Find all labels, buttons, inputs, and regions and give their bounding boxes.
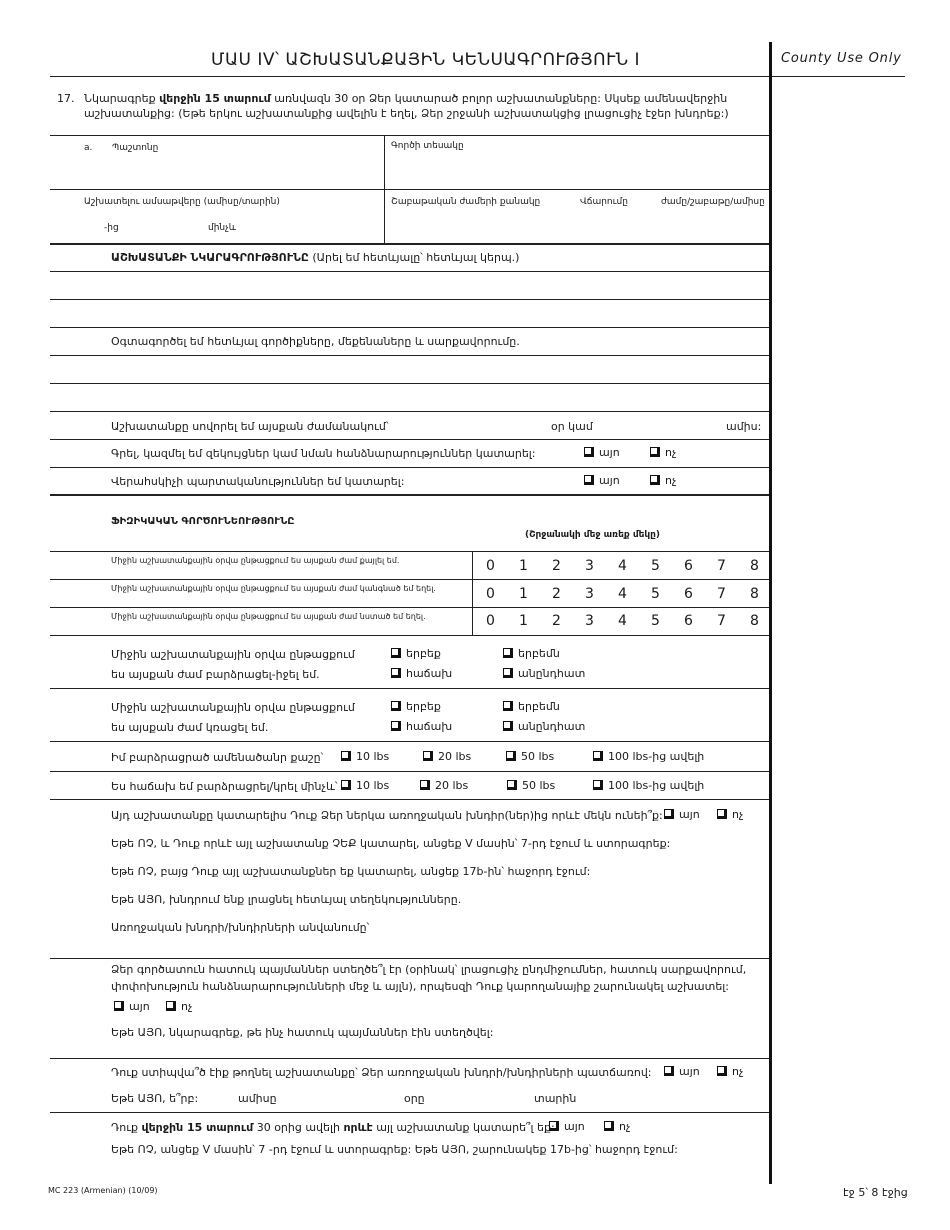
supervisor-question: Վերահսկիչի պարտականություններ եմ կատարել:: [111, 475, 405, 488]
question-number: 17.: [57, 92, 75, 105]
climb-constantly-checkbox[interactable]: անընդհատ: [503, 667, 585, 680]
pay-unit-label: ժամը/շաբաթը/ամիսը: [661, 197, 765, 207]
learn-duration-label: Աշխատանքը սովորել եմ այսքան ժամանակում՝: [111, 420, 389, 433]
tools-label: Օգտագործել եմ հետևյալ գործիքները, մեքենաները և սարքավորումը.: [111, 335, 520, 348]
scale-option[interactable]: 4: [618, 613, 627, 629]
desc-line-3: [50, 327, 769, 328]
business-type-label: Գործի տեսակը: [391, 141, 464, 151]
phys-line-1: [50, 551, 769, 552]
other-work-yes-checkbox[interactable]: այո: [549, 1120, 585, 1133]
desc-line-2: [50, 299, 769, 300]
scale-option[interactable]: 2: [552, 613, 561, 629]
other-work-instruction: Եթե ՈՉ, անցեք V մասին՝ 7 -րդ էջում և ստորագրեք: Եթե ԱՅՈ, շարունակեք 17b-ից՝ հաջորդ էջում:: [111, 1143, 678, 1156]
bend-never-checkbox[interactable]: երբեք: [391, 700, 441, 713]
sit-hours-label: Միջին աշխատանքային օրվա ընթացքում ես այսքան ժամ նստած եմ եղել.: [111, 612, 426, 621]
scale-option[interactable]: 0: [486, 558, 495, 574]
right-divider: [769, 42, 772, 1184]
dates-to-label: մինչև: [208, 223, 237, 233]
scale-option[interactable]: 8: [750, 613, 759, 629]
bend-constantly-checkbox[interactable]: անընդհատ: [503, 720, 585, 733]
climb-never-checkbox[interactable]: երբեք: [391, 647, 441, 660]
special-conditions-line-2: փոփոխություն հանձնարարությունների մեջ և այլն), որպեսզի Դուք կարողանայիք շարունակել աշխատել:: [111, 980, 730, 993]
phys-line-8: [50, 799, 769, 800]
frequent-weight-label: Ես հաճախ եմ բարձրացրել/կրել մինչև՝: [111, 780, 338, 793]
special-if-yes-label: Եթե ԱՅՈ, նկարագրեք, թե ինչ հատուկ պայմաններ էին ստեղծվել:: [111, 1026, 494, 1039]
desc-line-1: [50, 271, 769, 272]
heaviest-50-checkbox[interactable]: 50 lbs: [506, 750, 554, 763]
med-line-3: [50, 1112, 769, 1113]
scale-option[interactable]: 7: [717, 586, 726, 602]
scale-option[interactable]: 2: [552, 558, 561, 574]
frequent-100-checkbox[interactable]: 100 lbs-ից ավելի: [593, 779, 704, 792]
desc-line-4: [50, 355, 769, 356]
pay-label: Վճարումը: [580, 197, 628, 207]
block-a-top: [50, 135, 769, 136]
phys-line-7: [50, 771, 769, 772]
scale-option[interactable]: 1: [519, 613, 528, 629]
desc-line-6: [50, 411, 769, 412]
scale-option[interactable]: 8: [750, 586, 759, 602]
question-text-line-2: աշխատանքից: (Եթե երկու աշխատանքից ավելին է եղել, Ձեր շրջանի աշխատակցից լրացուցիչ էջեր խնդրեք:): [84, 107, 729, 120]
county-use-label: County Use Only: [781, 51, 902, 66]
supervisor-no-checkbox[interactable]: ոչ: [650, 474, 676, 487]
scale-option[interactable]: 0: [486, 613, 495, 629]
heaviest-weight-label: Իմ բարձրացրած ամենածանր քաշը՝: [111, 751, 324, 764]
job-description-heading: ԱՇԽԱՏԱՆՔԻ ՆԿԱՐԱԳՐՈՒԹՅՈՒՆԸ (Արել եմ հետևյալը՝ հետևյալ կերպ.): [111, 251, 520, 264]
heaviest-20-checkbox[interactable]: 20 lbs: [423, 750, 471, 763]
other-work-no-checkbox[interactable]: ոչ: [604, 1120, 630, 1133]
climb-label-2: ես այսքան ժամ բարձրացել-իջել եմ.: [111, 668, 320, 681]
climb-frequently-checkbox[interactable]: հաճախ: [391, 667, 452, 680]
condition-name-label: Առողջական խնդրի/խնդիրների անվանումը՝: [111, 921, 370, 934]
reports-question: Գրել, կազմել եմ զեկույցներ կամ նման հանձնարարություններ կատարել:: [111, 447, 536, 460]
condition-yes-checkbox[interactable]: այո: [664, 808, 700, 821]
special-no-checkbox[interactable]: ոչ: [166, 1000, 192, 1013]
frequent-10-checkbox[interactable]: 10 lbs: [341, 779, 389, 792]
med-line-1: [50, 958, 769, 959]
scale-option[interactable]: 3: [585, 586, 594, 602]
scale-option[interactable]: 5: [651, 586, 660, 602]
condition-no-checkbox[interactable]: ոչ: [717, 808, 743, 821]
form-id: MC 223 (Armenian) (10/09): [48, 1186, 158, 1195]
if-no-other-work: Եթե ՈՉ, բայց Դուք այլ աշխատանքներ եք կատարել, անցեք 17b-ին՝ հաջորդ էջում:: [111, 865, 591, 878]
title-rule: [50, 76, 769, 77]
special-yes-checkbox[interactable]: այո: [114, 1000, 150, 1013]
scale-option[interactable]: 6: [684, 586, 693, 602]
scale-option[interactable]: 7: [717, 558, 726, 574]
circle-one-note: (Շրջանակի մեջ առեք մեկը): [525, 530, 661, 540]
question-text-line-1: Նկարագրեք վերջին 15 տարում առնվազն 30 օր Ձեր կատարած բոլոր աշխատանքները: Սկսեք ամենավերջին: [84, 92, 728, 105]
block-letter: a.: [84, 143, 93, 153]
desc-top: [50, 243, 769, 245]
bend-frequently-checkbox[interactable]: հաճախ: [391, 720, 452, 733]
phys-line-4: [50, 635, 769, 636]
desc-line-7: [50, 439, 769, 440]
quit-question: Դուք ստիպվա՞ծ էիք թողնել աշխատանքը՝ Ձեր առողջական խնդրի/խնդիրների պատճառով:: [111, 1066, 652, 1079]
desc-line-5: [50, 383, 769, 384]
phys-line-6: [50, 741, 769, 742]
scale-option[interactable]: 1: [519, 586, 528, 602]
if-yes-instruction: Եթե ԱՅՈ, խնդրում ենք լրացնել հետևյալ տեղեկությունները.: [111, 893, 462, 906]
phys-line-5: [50, 688, 769, 689]
county-underline: [772, 76, 905, 77]
physical-activities-heading: ՖԻԶԻԿԱԿԱՆ ԳՈՐԾՈՒՆԵՈՒԹՅՈՒՆԸ: [111, 516, 295, 527]
page-number: էջ 5՝ 8 էջից: [843, 1186, 908, 1199]
quit-yes-checkbox[interactable]: այո: [664, 1065, 700, 1078]
climb-sometimes-checkbox[interactable]: երբեմն: [503, 647, 560, 660]
desc-line-8: [50, 467, 769, 468]
med-line-2: [50, 1058, 769, 1059]
hours-per-week-label: Շաբաթական ժամերի քանակը: [391, 197, 541, 207]
bend-label-1: Միջին աշխատանքային օրվա ընթացքում: [111, 701, 355, 714]
quit-no-checkbox[interactable]: ոչ: [717, 1065, 743, 1078]
dates-from-label: -ից: [104, 223, 119, 233]
scale-option[interactable]: 4: [618, 586, 627, 602]
scale-option[interactable]: 8: [750, 558, 759, 574]
bend-label-2: ես այսքան ժամ կռացել եմ.: [111, 721, 269, 734]
scale-option[interactable]: 3: [585, 558, 594, 574]
other-work-question: Դուք վերջին 15 տարում 30 օրից ավելի որևէ այլ աշխատանք կատարե՞լ եք:: [111, 1121, 555, 1134]
phys-scale-divider: [472, 551, 473, 635]
scale-option[interactable]: 5: [651, 613, 660, 629]
months-label: ամիս:: [726, 420, 762, 433]
bend-sometimes-checkbox[interactable]: երբեմն: [503, 700, 560, 713]
scale-option[interactable]: 2: [552, 586, 561, 602]
reports-yes-checkbox[interactable]: այո: [584, 446, 620, 459]
scale-option[interactable]: 3: [585, 613, 594, 629]
phys-line-3: [50, 607, 769, 608]
desc-bottom: [50, 494, 769, 496]
stand-hours-label: Միջին աշխատանքային օրվա ընթացքում ես այսքան ժամ կանգնած եմ եղել.: [111, 584, 436, 593]
quit-month-label: ամիսը: [238, 1092, 277, 1105]
quit-when-label: Եթե ԱՅՈ, ե՞րբ:: [111, 1092, 199, 1105]
scale-option[interactable]: 4: [618, 558, 627, 574]
heaviest-100-checkbox[interactable]: 100 lbs-ից ավելի: [593, 750, 704, 763]
scale-option[interactable]: 6: [684, 613, 693, 629]
phys-line-2: [50, 579, 769, 580]
job-title-label: Պաշտոնը: [112, 143, 159, 153]
scale-option[interactable]: 5: [651, 558, 660, 574]
quit-year-label: տարին: [534, 1092, 577, 1105]
special-conditions-line-1: Ձեր գործատուն հատուկ պայմաններ ստեղծե՞լ էր (օրինակ՝ լրացուցիչ ընդմիջումներ, հատուկ սարքավորում,: [111, 963, 747, 976]
block-a-mid: [50, 189, 769, 190]
frequent-50-checkbox[interactable]: 50 lbs: [507, 779, 555, 792]
page-title: ՄԱՍ IV՝ ԱՇԽԱՏԱՆՔԱՅԻՆ ԿԵՆՍԱԳՐՈՒԹՅՈՒՆ I: [211, 50, 641, 70]
scale-option[interactable]: 7: [717, 613, 726, 629]
frequent-20-checkbox[interactable]: 20 lbs: [420, 779, 468, 792]
heaviest-10-checkbox[interactable]: 10 lbs: [341, 750, 389, 763]
reports-no-checkbox[interactable]: ոչ: [650, 446, 676, 459]
walk-hours-label: Միջին աշխատանքային օրվա ընթացքում ես այսքան ժամ քայլել եմ.: [111, 556, 400, 565]
supervisor-yes-checkbox[interactable]: այո: [584, 474, 620, 487]
climb-label-1: Միջին աշխատանքային օրվա ընթացքում: [111, 648, 355, 661]
if-no-no-other-work: Եթե ՈՉ, և Դուք որևէ այլ աշխատանք ՉԵՔ կատարել, անցեք V մասին՝ 7-րդ էջում և ստորագրեք:: [111, 837, 671, 850]
scale-option[interactable]: 6: [684, 558, 693, 574]
quit-day-label: օրը: [404, 1092, 425, 1105]
scale-option[interactable]: 0: [486, 586, 495, 602]
scale-option[interactable]: 1: [519, 558, 528, 574]
dates-worked-label: Աշխատելու ամսաթվերը (ամիսը/տարին): [84, 197, 280, 207]
days-or-label: օր կամ: [551, 420, 593, 433]
condition-question: Այդ աշխատանքը կատարելիս Դուք Ձեր ներկա առողջական խնդիր(ներ)ից որևէ մեկն ունեի՞ք:: [111, 809, 663, 822]
